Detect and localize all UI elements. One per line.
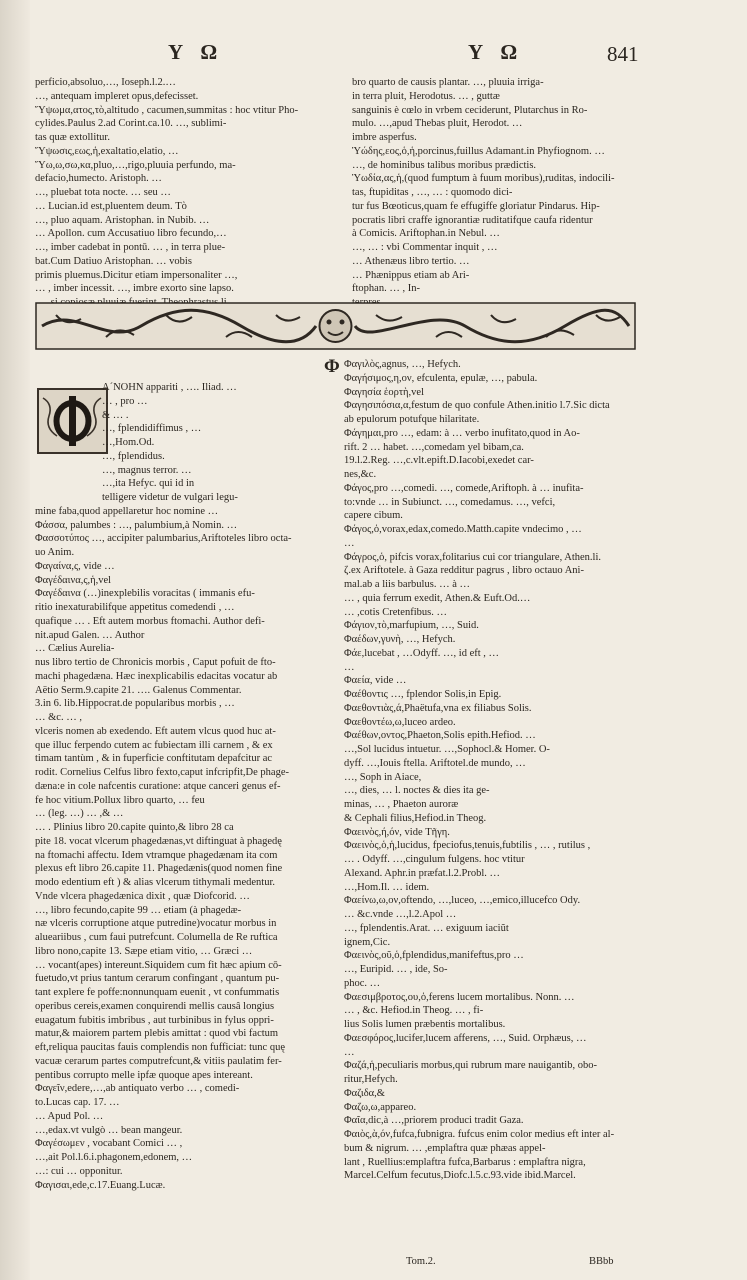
- text-line: vlceris nomen ab exedendo. Eft autem vlcus quod huc at-: [35, 725, 276, 737]
- text-line: nus libro tertio de Chronicis morbis , Caput pofuit de fto-: [35, 657, 276, 668]
- text-line: Marcel.Celfum fecutus,Diofc.l.5.c.93.vide ibid.Marcel.: [344, 1170, 576, 1182]
- text-line: … , quia ferrum exedit, Athen.& Euft.Od.…: [344, 592, 531, 604]
- text-line: Ὕψωσις,εως,ἡ,exaltatio,elatio, …: [35, 145, 179, 157]
- text-line: …, pluebat tota nocte. … seu …: [35, 187, 171, 198]
- text-line: Φαζά,ἡ,peculiaris morbus,qui rubrum mare nauigantib, obo-: [344, 1060, 597, 1072]
- running-head-right: Υ Ω: [468, 40, 524, 64]
- ornamental-headband: [36, 303, 635, 349]
- text-line: …,ita Hefyc. qui id in: [102, 478, 195, 490]
- footer-signature-mark: BBbb: [589, 1256, 614, 1267]
- text-line: to.Lucas cap. 17. …: [35, 1097, 120, 1108]
- text-line: …, antequam impleret opus,defecisset.: [35, 90, 199, 102]
- text-line: … (leg. …) … ,& …: [35, 808, 124, 820]
- text-line: Vnde vlcera phagedænica dixit , quæ Diofcorid. …: [35, 890, 250, 902]
- text-line: pentibus corrupto melle ipfæ quoque apes intereant.: [35, 1069, 253, 1081]
- text-line: Φάγιον,τὸ,marfupium, …, Suid.: [344, 620, 479, 632]
- text-line: Φάσσα, palumbes : …, palumbium,à Nomin. …: [35, 519, 238, 531]
- text-line: … Athenæus libro tertio. …: [352, 255, 470, 267]
- text-line: …,ait Pol.l.6.i.phagonem,edonem, …: [35, 1152, 193, 1163]
- text-line: Φαγέσωμεν , vocabant Comici … ,: [35, 1138, 183, 1150]
- text-line: Φαγέδαινα,ς,ἡ,vel: [35, 574, 112, 586]
- text-line: perficio,absoluo,…, Ioseph.l.2.…: [35, 77, 176, 88]
- text-line: næ vlceris corruptione atque putredine)vocatur morbus in: [35, 918, 277, 930]
- text-line: nes,&c.: [344, 469, 377, 480]
- text-line: … &c. … ,: [35, 712, 82, 723]
- text-line: Φαεθοντιὰς,ά,Phaëtufa,vna ex filiabus Solis.: [344, 702, 532, 714]
- text-line: … Phænippus etiam ab Ari-: [352, 269, 470, 281]
- text-line: minas, … , Phaeton auroræ: [344, 799, 459, 810]
- text-line: mulo. …,apud Thebas pluit, Herodot. …: [352, 118, 523, 130]
- text-line: …,edax.vt vulgò … bean mangeur.: [35, 1124, 183, 1136]
- text-line: Alexand. Aphr.in præfat.l.2.Probl. …: [344, 867, 501, 879]
- text-line: …,Hom.Od.: [102, 437, 155, 448]
- text-line: …, magnus terror. …: [102, 464, 192, 476]
- text-line: Φαιὸς,ὰ,όν,fufca,fubnigra. fufcus enim color medius eft inter al-: [344, 1129, 615, 1140]
- text-line: cylides.Paulus 2.ad Corint.ca.10. …, sublimi-: [35, 118, 227, 130]
- text-line: phoc. …: [344, 977, 381, 989]
- text-line: …, libro fecundo,capite 99 … etiam (à phagedæ-: [35, 904, 242, 916]
- text-line: à Comicis. Ariftophan.in Nebul. …: [352, 228, 500, 240]
- text-line: modo edentium eft ) & alias vlcerum tithymali medentur.: [35, 877, 275, 888]
- text-line: Φάε,lucebat , …Odyff. …, id eft , …: [344, 647, 500, 659]
- text-line: timam tantùm , & in fuperficie conftitutam depafcitur ac: [35, 753, 273, 765]
- text-line: Φαεσφόρος,lucifer,lucem afferens, …, Suid. Orphæus, …: [344, 1032, 587, 1044]
- text-line: sanguinis è cœlo in vrbem ceciderunt, Plutarchus in Ro-: [352, 104, 588, 116]
- running-head-left: Υ Ω: [168, 40, 224, 64]
- text-line: machi phagedæna. Hæc inexplicabilis edacitas vocatur ab: [35, 670, 278, 682]
- text-line: mine faba,quod appellaretur hoc nomine …: [35, 505, 219, 517]
- text-line: Φάγος,ὁ,vorax,edax,comedo.Matth.capite vndecimo , …: [344, 524, 582, 535]
- text-line: … vocant(apes) intereunt.Siquidem cum fit hæc apium cō-: [35, 959, 282, 971]
- text-line: plexus eft libro 26.capite 11. Phagedænis(quod nomen fine: [35, 863, 283, 875]
- text-line: Ὕω,ω,σω,κα,pluo,…,rigo,pluuia perfundo, ma-: [35, 159, 236, 171]
- text-line: primis pluemus.Dicitur etiam impersonaliter …,: [35, 269, 238, 281]
- text-line: Ὕψωμα,ατος,τὸ,altitudo , cacumen,summitas : hoc vtitur Pho-: [35, 104, 299, 116]
- text-line: … ,cotis Cretenfibus. …: [344, 606, 447, 618]
- text-line: capere cibum.: [344, 510, 403, 522]
- text-line: Φαεθοντέω,ω,luceo ardeo.: [344, 716, 456, 728]
- text-line: quafique … . Eft autem morbus ftomachi. Author defi-: [35, 615, 265, 627]
- text-line: … Apollon. cum Accusatiuo libro fecundo,…: [35, 228, 227, 240]
- text-line: pite 18. vocat vlcerum phagedænas,vt diftinguat à phagedę: [35, 835, 282, 847]
- text-line: … . Odyff. …,cingulum fulgens. hoc vtitur: [344, 854, 525, 865]
- text-line: mal.ab a liis barbulus. … à …: [344, 579, 470, 590]
- footer-volume: Tom.2.: [406, 1256, 436, 1267]
- text-line: eft,reliqua paucitas fauis complendis non fufficiat: tunc quę: [35, 1042, 285, 1053]
- text-line: Φαέθοντις …, fplendor Solis,in Epig.: [344, 689, 502, 700]
- text-line: Φαγησία ἑορτὴ,vel: [344, 386, 424, 398]
- text-line: tas quæ extollitur.: [35, 132, 110, 143]
- text-line: …, imber cadebat in pontū. … , in terra plue-: [35, 242, 226, 253]
- text-line: ζ.ex Ariftotele. à Gaza redditur pagrus , libro octauo Ani-: [344, 565, 584, 577]
- text-line: …, fplendidus.: [102, 450, 165, 462]
- text-line: 19.l.2.Reg. …,c.vlt.epift.D.Iacobi,exedet car-: [344, 455, 534, 467]
- text-line: bum & nigrum. … ,emplaftra quæ phæas appel-: [344, 1142, 546, 1154]
- text-line: …,Sol lucidus intuetur. …,Sophocl.& Homer. O-: [344, 744, 550, 755]
- text-line: Φαγήσιμος,η,ον, efculenta, epulæ, …, pabula.: [344, 372, 538, 384]
- text-line: Φαεία, vide …: [344, 675, 407, 687]
- text-line: Φαεινὸς,ή,όν, vide Τῆγη.: [344, 826, 450, 838]
- column-bottom-left: [35, 381, 333, 1271]
- text-line: ignem,Cic.: [344, 936, 391, 948]
- text-line: … &c.vnde …,l.2.Apol …: [344, 909, 457, 920]
- text-line: Φαῖα,dic,à …,priorem produci tradit Gaza.: [344, 1115, 524, 1127]
- text-line: dæna:e in cole nafcentis curatione: atque canceri genus ef-: [35, 780, 281, 792]
- text-line: … , pro …: [102, 395, 148, 407]
- text-line: Φάγρος,ὁ, pifcis vorax,folitarius cui cor triangulare, Athen.li.: [344, 551, 601, 563]
- text-line: tas, ftupiditas , …, … : quomodo dici-: [352, 187, 513, 198]
- text-line: alueariibus , cum faui putrefcunt. Columella de Re ruftica: [35, 932, 278, 943]
- text-line: na ftomachi affectu. Idem vtramque phagedænam ita com: [35, 849, 278, 861]
- text-line: …, fplendidiffimus , …: [102, 423, 202, 435]
- text-line: libro nono,capite 13. Sæpe etiam vitio, … Græci …: [35, 945, 253, 957]
- text-line: tant explere fe poffe:nonnunquam euenit , vt confummatis: [35, 987, 280, 998]
- text-line: ftophan. … , In-: [352, 283, 420, 295]
- text-line: dyff. …,Iouis ftella. Ariftotel.de mundo, …: [344, 757, 526, 769]
- text-line: Φαζω,ω,appareo.: [344, 1101, 417, 1113]
- text-line: bro quarto de causis plantar. …, pluuia irriga-: [352, 77, 544, 88]
- column-top-left: [35, 76, 335, 298]
- text-line: defacio,humecto. Aristoph. …: [35, 173, 162, 185]
- text-line: …: [344, 1046, 355, 1058]
- text-line: Α´ΝΟΗΝ appariti , …. Iliad. …: [102, 382, 237, 393]
- text-line: …, Euripid. … , ide, So-: [344, 964, 448, 975]
- text-line: telligere videtur de vulgari legu-: [102, 492, 238, 503]
- text-line: … Cælius Aurelia-: [35, 643, 115, 655]
- text-line: & … .: [102, 409, 129, 421]
- column-top-right: [352, 76, 635, 298]
- text-line: euagatum fubitis imbribus , aut turbinibus in fylus oppri-: [35, 1014, 274, 1026]
- text-line: Φαγέδαινα (…)inexplebilis voracitas ( immanis efu-: [35, 588, 255, 600]
- text-line: …, … : vbi Commentar inquit , …: [352, 242, 498, 253]
- text-line: 3.in 6. lib.Hippocrat.de popularibus morbis , …: [35, 698, 235, 710]
- text-line: Φασσοτύπος …, accipiter palumbarius,Ariftoteles libro octa-: [35, 533, 292, 545]
- text-line: tur fus Bœoticus,quam fe effugiffe gloriatur Pindarus. Hip-: [352, 200, 600, 212]
- text-line: uo Anim.: [35, 547, 75, 558]
- text-line: …: [344, 661, 355, 673]
- text-line: rodit. Cornelius Celfus libro fexto,caput infcripfit,De phage-: [35, 767, 289, 778]
- text-line: Φαεινὸς,ὁ,ἡ,lucidus, fpeciofus,tenuis,fubtilis , … , rutilus ,: [344, 840, 591, 852]
- text-line: rift. 2 … habet. …,comedam yel bibam,ca.: [344, 441, 524, 453]
- text-line: … , &c. Hefiod.in Theog. … , fi-: [344, 1005, 484, 1017]
- text-line: in terra pluit, Herodotus. … , guttæ: [352, 90, 500, 102]
- text-line: fe hoc vitium.Pollux libro quarto, … feu: [35, 794, 205, 806]
- text-line: pocratis libri craffe ignorantiæ ruditatifque caufa ridentur: [352, 214, 593, 226]
- text-line: & Cephali filius,Hefiod.in Theog.: [344, 812, 487, 824]
- text-line: …, fplendentis.Arat. … exiguum iaciũt: [344, 922, 509, 934]
- text-line: matur,& maiorem partem plebis amittat : quod vbi factum: [35, 1028, 279, 1040]
- text-line: vacuæ cerarum partes computrefcunt,& vitiis paulatim fer-: [35, 1055, 282, 1067]
- text-line: ritur,Hefych.: [344, 1074, 398, 1085]
- text-line: … . Plinius libro 20.capite quinto,& libro 28 ca: [35, 822, 234, 833]
- text-line: …, pluo aquam. Aristophan. in Nubib. …: [35, 214, 210, 226]
- text-line: … Apud Pol. …: [35, 1110, 104, 1122]
- text-line: imbre asperfus.: [352, 132, 417, 143]
- text-line: … Lucian.id est,pluentem deum. Τὸ: [35, 200, 187, 212]
- text-line: …: cui … opponitur.: [35, 1165, 123, 1177]
- text-line: Aëtio Serm.9.capite 21. …. Galenus Commentar.: [35, 684, 242, 696]
- text-line: Φάγημαι,pro …, edam: à … verbo inufitato,quod in Ao-: [344, 427, 580, 439]
- text-line: Φαέθων,οντος,Phaeton,Solis epith.Hefiod. …: [344, 730, 536, 742]
- text-line: Φαγησιπόσια,α,festum de quo confule Athen.initio l.7.Sic dicta: [344, 400, 610, 412]
- text-line: … , imber incessit. …, imbre exorto sine lapso.: [35, 283, 234, 295]
- page-number: 841: [607, 42, 639, 66]
- text-line: ritio inexaturabilifque appetitus comedendi , …: [35, 602, 235, 613]
- text-line: lius Solis lumen præbentis mortalibus.: [344, 1019, 506, 1030]
- text-line: Ὑωδία,ας,ἡ,(quod fumptum à fuum moribus),ruditas, indocili-: [352, 173, 615, 185]
- text-line: …,Hom.Il. … idem.: [344, 881, 430, 893]
- text-line: …, dies, … l. noctes & dies ita ge-: [344, 785, 490, 797]
- text-line: nit.apud Galen. … Author: [35, 629, 145, 641]
- text-line: fuetudo,vt prius tantum cerarum confingant , quantum pu-: [35, 973, 280, 985]
- text-line: lant , Ruellius:emplaftra fufca,Barbarus : emplaftra nigra,: [344, 1156, 586, 1168]
- text-line: Φαγιλὸς,agnus, …, Hefych.: [344, 359, 461, 370]
- text-line: Φαγισαι,ede,c.17.Euang.Lucæ.: [35, 1179, 166, 1191]
- text-line: Φαζιδα,&: [344, 1087, 385, 1099]
- text-line: operibus cereis,examen conquirendi mellis causâ longius: [35, 1000, 275, 1012]
- text-line: …, Soph in Aiace,: [344, 771, 422, 783]
- text-line: ab epulorum potufque hilaritate.: [344, 414, 480, 425]
- text-line: Φαγαίνα,ς, vide …: [35, 560, 115, 572]
- text-line: Φάγος,pro …,comedi. …, comede,Ariftoph. à … inufita-: [344, 482, 584, 494]
- text-line: …, de hominibus talibus moribus prædictis.: [352, 159, 537, 171]
- text-line: Φαεσιμβροτος,ου,ὁ,ferens lucem mortalibus. Nonn. …: [344, 991, 575, 1003]
- page-gutter-shadow: [0, 0, 30, 1280]
- text-line: Φαέδων,γυνὴ, …, Hefych.: [344, 634, 456, 645]
- text-line: Φαγεῖν,edere,…,ab antiquato verbo … , comedi-: [35, 1083, 240, 1095]
- text-line: que illuc ferpendo cutem ac fubiectam illi carnem , & ex: [35, 739, 273, 751]
- text-line: …: [344, 537, 355, 549]
- column-bottom-right: [344, 358, 640, 1263]
- text-line: bat.Cum Datiuo Aristophan. … vobis: [35, 255, 192, 267]
- section-letter-phi: Φ: [324, 356, 340, 377]
- text-line: to:vnde … in Subiunct. …, comedamus. …, vefci,: [344, 496, 556, 508]
- text-line: Φαείνω,ω,ον,oftendo, …,luceo, …,emico,illucefco Ody.: [344, 895, 581, 907]
- text-line: Ὑώδης,εος,ὁ,ἡ,porcinus,fuillus Adamant.in Phyfiognom. …: [352, 145, 605, 157]
- text-line: Φαεινὸς,οῦ,ὁ,fplendidus,manifeftus,pro …: [344, 950, 524, 962]
